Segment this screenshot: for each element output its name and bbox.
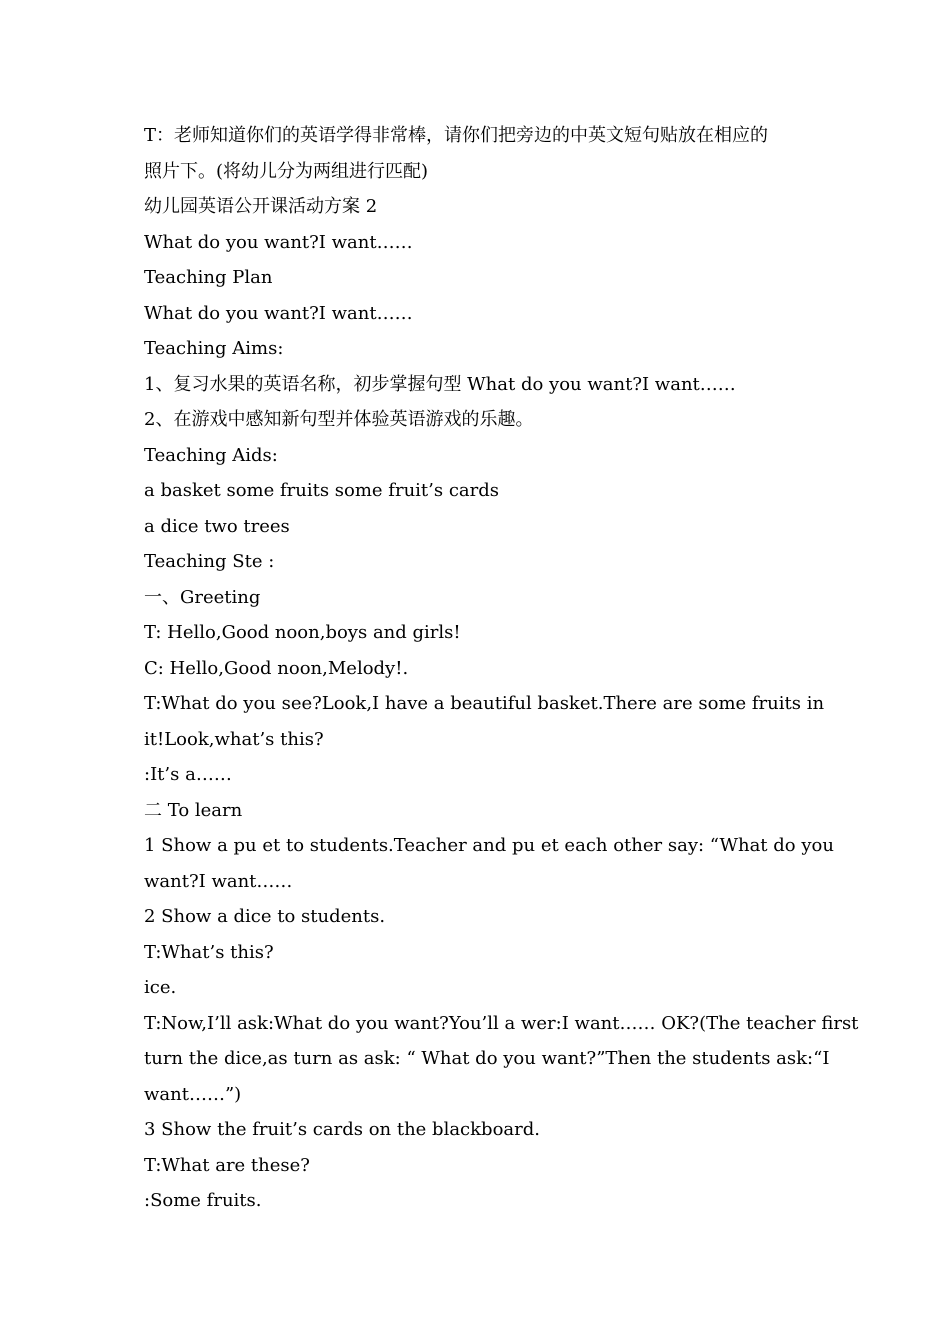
text-line: a basket some fruits some fruit’s cards [144,480,500,501]
section-heading: 幼儿园英语公开课活动方案 2 [144,196,378,217]
text-line: T:What’s this? [144,941,274,963]
text-line: 一、Greeting [144,586,261,608]
text-line: Teaching Aims: [144,338,284,359]
text-line: turn the dice,as turn as ask: “ What do you want?”Then the students ask:“I [144,1048,830,1069]
text-line: want?I want…… [144,870,293,892]
text-line: Teaching Aids: [144,444,278,466]
text-line: T:What do you see?Look,I have a beautiful basket.There are some fruits in [144,693,825,714]
text-line: 二 To learn [144,799,243,821]
text-line: What do you want?I want…… [144,231,413,253]
text-line: C: Hello,Good noon,Melody!. [144,657,409,679]
text-line: 2、在游戏中感知新句型并体验英语游戏的乐趣。 [144,409,534,430]
text-line: 1 Show a pu et to students.Teacher and pu et each other say: “What do you [144,835,834,856]
text-line: a dice two trees [144,515,290,537]
text-line: Teaching Ste : [144,551,275,572]
text-line: it!Look,what’s this? [144,728,324,750]
text-line: 3 Show the fruit’s cards on the blackboard. [144,1119,540,1140]
text-line: 1、复习水果的英语名称，初步掌握句型 What do you want?I want…… [144,373,736,395]
text-line: :Some fruits. [144,1190,262,1211]
text-line: T：老师知道你们的英语学得非常棒，请你们把旁边的中英文短句贴放在相应的 [144,125,769,146]
text-line: T: Hello,Good noon,boys and girls! [144,622,461,643]
text-line: 2 Show a dice to students. [144,906,386,927]
text-line: T:Now,I’ll ask:What do you want?You’ll a wer:I want…… OK?(The teacher first [144,1012,859,1034]
text-line: 照片下。(将幼儿分为两组进行匹配) [144,160,429,182]
text-line: want……”) [144,1083,242,1105]
text-line: ice. [144,977,177,998]
document-page [144,118,859,1219]
text-line: Teaching Plan [144,267,273,288]
text-line: T:What are these? [144,1154,310,1176]
text-line: :It’s a…… [144,764,232,785]
text-line: What do you want?I want…… [144,302,413,324]
